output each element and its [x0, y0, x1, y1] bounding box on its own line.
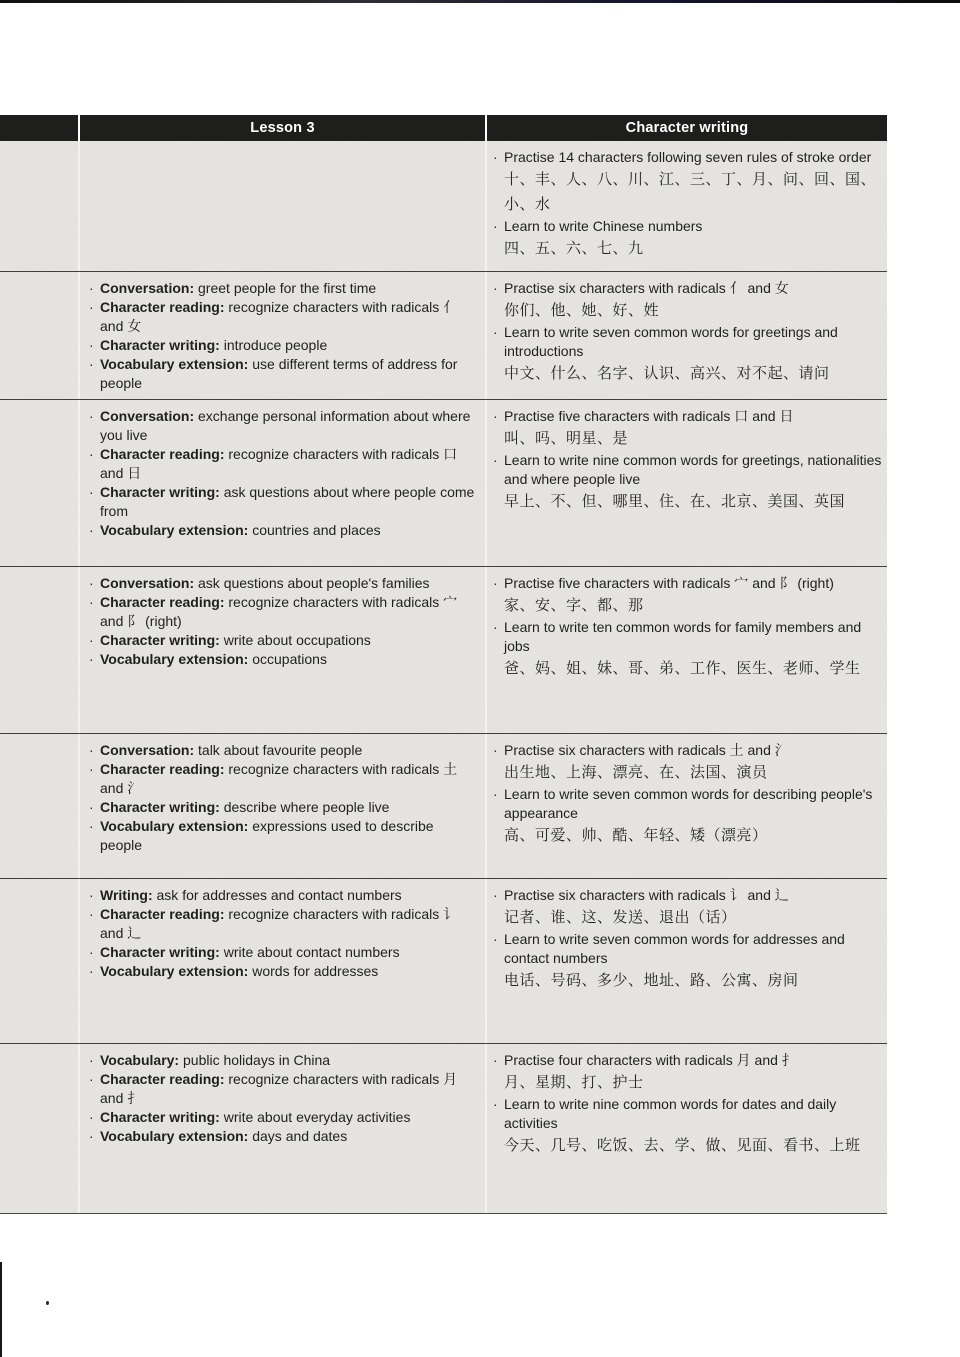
item-label: Character reading:	[100, 761, 225, 777]
lesson-item	[88, 650, 479, 669]
item-label: Character writing:	[100, 1109, 220, 1125]
writing-item	[492, 217, 883, 236]
item-label: Vocabulary extension:	[100, 1128, 249, 1144]
scan-artifact-left-edge	[0, 1262, 2, 1357]
header-character-writing: Character writing	[487, 115, 887, 141]
lesson-item	[88, 407, 479, 445]
bullet-icon: ·	[89, 280, 94, 296]
chinese-characters: 家、安、字、都、那	[504, 597, 644, 614]
row-stub-cell	[0, 567, 78, 733]
lesson-item	[88, 1127, 479, 1146]
item-text: Learn to write ten common words for family members and jobs	[504, 619, 862, 654]
bullet-icon: ·	[89, 522, 94, 538]
table-row	[0, 141, 887, 271]
bullet-icon: ·	[89, 963, 94, 979]
chinese-characters: 中文、什么、名字、认识、高兴、对不起、请问	[504, 365, 830, 382]
lesson-cell	[80, 272, 485, 399]
bullet-icon: ·	[89, 484, 94, 500]
item-label: Vocabulary:	[100, 1052, 180, 1068]
item-text: days and dates	[248, 1128, 348, 1144]
bullet-icon: ·	[89, 299, 94, 315]
bullet-icon: ·	[493, 280, 498, 296]
bullet-icon: ·	[89, 337, 94, 353]
table-body	[0, 141, 887, 1213]
item-label: Vocabulary extension:	[100, 651, 249, 667]
character-writing-cell	[487, 400, 887, 566]
bullet-icon: ·	[493, 575, 498, 591]
chinese-characters: 爸、妈、姐、妹、哥、弟、工作、医生、老师、学生	[504, 660, 861, 677]
item-label: Writing:	[100, 887, 153, 903]
item-text: write about everyday activities	[219, 1109, 411, 1125]
item-text: describe where people live	[219, 799, 390, 815]
item-label: Conversation:	[100, 575, 195, 591]
item-text: talk about favourite people	[194, 742, 363, 758]
lesson-cell	[80, 400, 485, 566]
writing-item	[492, 785, 883, 823]
writing-item	[492, 323, 883, 361]
chinese-characters: 你们、他、她、好、姓	[504, 302, 660, 319]
item-label: Character reading:	[100, 1071, 225, 1087]
lesson-item	[88, 760, 479, 798]
item-label: Vocabulary extension:	[100, 356, 249, 372]
item-text: introduce people	[219, 337, 328, 353]
item-text: countries and places	[248, 522, 381, 538]
item-label: Conversation:	[100, 280, 195, 296]
item-label: Character writing:	[100, 632, 220, 648]
bullet-icon: ·	[493, 452, 498, 468]
writing-item	[492, 1051, 883, 1070]
bullet-icon: ·	[89, 887, 94, 903]
bullet-icon: ·	[89, 1052, 94, 1068]
bullet-icon: ·	[89, 408, 94, 424]
item-text: expressions used to describe people	[100, 818, 434, 853]
chinese-characters: 早上、不、但、哪里、住、在、北京、美国、英国	[504, 493, 846, 510]
character-writing-cell	[487, 272, 887, 399]
bullet-icon: ·	[493, 619, 498, 635]
lesson-cell	[80, 567, 485, 733]
chinese-characters: 十、丰、人、八、川、江、三、丁、月、问、回、国、小、水	[504, 171, 877, 213]
lesson-item	[88, 336, 479, 355]
lesson-item	[88, 886, 479, 905]
bullet-icon: ·	[89, 761, 94, 777]
item-text: recognize characters with radicals 讠 and 辶	[100, 906, 458, 941]
item-text: write about contact numbers	[219, 944, 400, 960]
lesson-item	[88, 1070, 479, 1108]
lesson-item	[88, 483, 479, 521]
chinese-characters: 电话、号码、多少、地址、路、公寓、房间	[504, 972, 799, 989]
bullet-icon: ·	[89, 632, 94, 648]
item-text: Practise five characters with radicals 宀 and 阝 (right)	[504, 575, 834, 591]
item-text: recognize characters with radicals 宀 and 阝 (right)	[100, 594, 458, 629]
item-label: Character reading:	[100, 446, 225, 462]
writing-item	[492, 886, 883, 905]
item-label: Character reading:	[100, 906, 225, 922]
bullet-icon: ·	[89, 1128, 94, 1144]
item-text: use different terms of address for people	[100, 356, 458, 391]
bullet-icon: ·	[493, 218, 498, 234]
item-label: Character reading:	[100, 594, 225, 610]
row-stub-cell	[0, 1044, 78, 1213]
writing-item	[492, 930, 883, 968]
item-text: Learn to write seven common words for greetings and introductions	[504, 324, 838, 359]
lesson-item	[88, 521, 479, 540]
lesson-item	[88, 574, 479, 593]
item-text: greet people for the first time	[194, 280, 377, 296]
item-label: Character writing:	[100, 944, 220, 960]
item-text: ask for addresses and contact numbers	[152, 887, 402, 903]
item-text: recognize characters with radicals 月 and 扌	[100, 1071, 458, 1106]
item-label: Character writing:	[100, 799, 220, 815]
writing-item	[492, 279, 883, 298]
character-writing-cell	[487, 879, 887, 1043]
chinese-characters: 今天、几号、吃饭、去、学、做、见面、看书、上班	[504, 1137, 861, 1154]
chinese-characters: 叫、吗、明星、是	[504, 430, 629, 447]
lesson-item	[88, 798, 479, 817]
bullet-icon: ·	[89, 446, 94, 462]
chinese-characters: 高、可爱、帅、酷、年轻、矮（漂亮）	[504, 827, 768, 844]
lesson-item	[88, 741, 479, 760]
character-writing-cell	[487, 734, 887, 878]
item-text: Learn to write nine common words for greetings, nationalities and where people live	[504, 452, 882, 487]
character-writing-cell	[487, 567, 887, 733]
item-text: words for addresses	[248, 963, 379, 979]
table-row	[0, 271, 887, 399]
item-text: Practise 14 characters following seven rules of stroke order	[504, 149, 872, 165]
table-row	[0, 566, 887, 733]
item-text: Learn to write seven common words for describing people's appearance	[504, 786, 873, 821]
bullet-icon: ·	[89, 356, 94, 372]
item-text: Learn to write Chinese numbers	[504, 218, 703, 234]
writing-item	[492, 148, 883, 167]
lesson-item	[88, 817, 479, 855]
chinese-characters: 记者、谁、这、发送、退出（话）	[504, 909, 737, 926]
item-text: Practise four characters with radicals 月 and 扌	[504, 1052, 796, 1068]
header-lesson: Lesson 3	[80, 115, 485, 141]
table-header-row	[0, 115, 887, 141]
scan-artifact-top-strip	[0, 0, 960, 3]
bullet-icon: ·	[493, 742, 498, 758]
lesson-cell	[80, 734, 485, 878]
bullet-icon: ·	[493, 324, 498, 340]
bullet-icon: ·	[493, 149, 498, 165]
chinese-characters: 四、五、六、七、九	[504, 240, 644, 257]
character-writing-cell	[487, 141, 887, 271]
bullet-icon: ·	[89, 651, 94, 667]
writing-item	[492, 741, 883, 760]
row-stub-cell	[0, 141, 78, 271]
item-label: Character reading:	[100, 299, 225, 315]
item-text: Learn to write seven common words for addresses and contact numbers	[504, 931, 845, 966]
item-label: Character writing:	[100, 337, 220, 353]
lesson-cell	[80, 1044, 485, 1213]
item-text: Learn to write nine common words for dates and daily activities	[504, 1096, 837, 1131]
row-stub-cell	[0, 400, 78, 566]
table-row	[0, 399, 887, 566]
lesson-item	[88, 593, 479, 631]
bullet-icon: ·	[493, 408, 498, 424]
table-row	[0, 878, 887, 1043]
item-text: exchange personal information about where you live	[100, 408, 471, 443]
item-text: write about occupations	[219, 632, 371, 648]
item-text: ask questions about where people come from	[100, 484, 475, 519]
item-text: recognize characters with radicals 口 and 日	[100, 446, 458, 481]
bullet-icon: ·	[89, 1109, 94, 1125]
bullet-icon: ·	[493, 1052, 498, 1068]
item-label: Character writing:	[100, 484, 220, 500]
table-row	[0, 1043, 887, 1213]
bullet-icon: ·	[89, 799, 94, 815]
item-text: ask questions about people's families	[194, 575, 430, 591]
bullet-icon: ·	[89, 818, 94, 834]
writing-item	[492, 407, 883, 426]
lesson-item	[88, 445, 479, 483]
table-row	[0, 733, 887, 878]
bullet-icon: ·	[493, 786, 498, 802]
item-text: Practise five characters with radicals 口 and 日	[504, 408, 794, 424]
item-text: public holidays in China	[179, 1052, 331, 1068]
item-text: occupations	[248, 651, 327, 667]
item-label: Conversation:	[100, 742, 195, 758]
bullet-icon: ·	[89, 906, 94, 922]
header-stub-cell	[0, 115, 78, 141]
lesson-item	[88, 943, 479, 962]
row-stub-cell	[0, 272, 78, 399]
row-stub-cell	[0, 734, 78, 878]
writing-item	[492, 618, 883, 656]
item-text: recognize characters with radicals 土 and 氵	[100, 761, 458, 796]
item-text: Practise six characters with radicals 土 and 氵	[504, 742, 789, 758]
lesson-item	[88, 298, 479, 336]
item-label: Vocabulary extension:	[100, 963, 249, 979]
item-text: recognize characters with radicals 亻 and 女	[100, 299, 458, 334]
chinese-characters: 月、星期、打、护士	[504, 1074, 644, 1091]
lesson-cell	[80, 141, 485, 271]
chinese-characters: 出生地、上海、漂亮、在、法国、演员	[504, 764, 768, 781]
lesson-item	[88, 1051, 479, 1070]
lesson-item	[88, 905, 479, 943]
item-label: Conversation:	[100, 408, 195, 424]
lesson-item	[88, 279, 479, 298]
bullet-icon: ·	[89, 944, 94, 960]
writing-item	[492, 1095, 883, 1133]
bullet-icon: ·	[89, 1071, 94, 1087]
contents-table	[0, 115, 887, 1214]
lesson-item	[88, 962, 479, 981]
bullet-icon: ·	[89, 575, 94, 591]
bullet-icon: ·	[493, 887, 498, 903]
row-stub-cell	[0, 879, 78, 1043]
writing-item	[492, 574, 883, 593]
item-text: Practise six characters with radicals 亻 and 女	[504, 280, 789, 296]
character-writing-cell	[487, 1044, 887, 1213]
bullet-icon: ·	[493, 931, 498, 947]
scan-artifact-speck	[46, 1301, 49, 1305]
bullet-icon: ·	[89, 742, 94, 758]
writing-item	[492, 451, 883, 489]
lesson-item	[88, 355, 479, 393]
bullet-icon: ·	[493, 1096, 498, 1112]
lesson-item	[88, 631, 479, 650]
item-label: Vocabulary extension:	[100, 818, 249, 834]
bullet-icon: ·	[89, 594, 94, 610]
lesson-cell	[80, 879, 485, 1043]
item-label: Vocabulary extension:	[100, 522, 249, 538]
item-text: Practise six characters with radicals 讠 and 辶	[504, 887, 789, 903]
lesson-item	[88, 1108, 479, 1127]
